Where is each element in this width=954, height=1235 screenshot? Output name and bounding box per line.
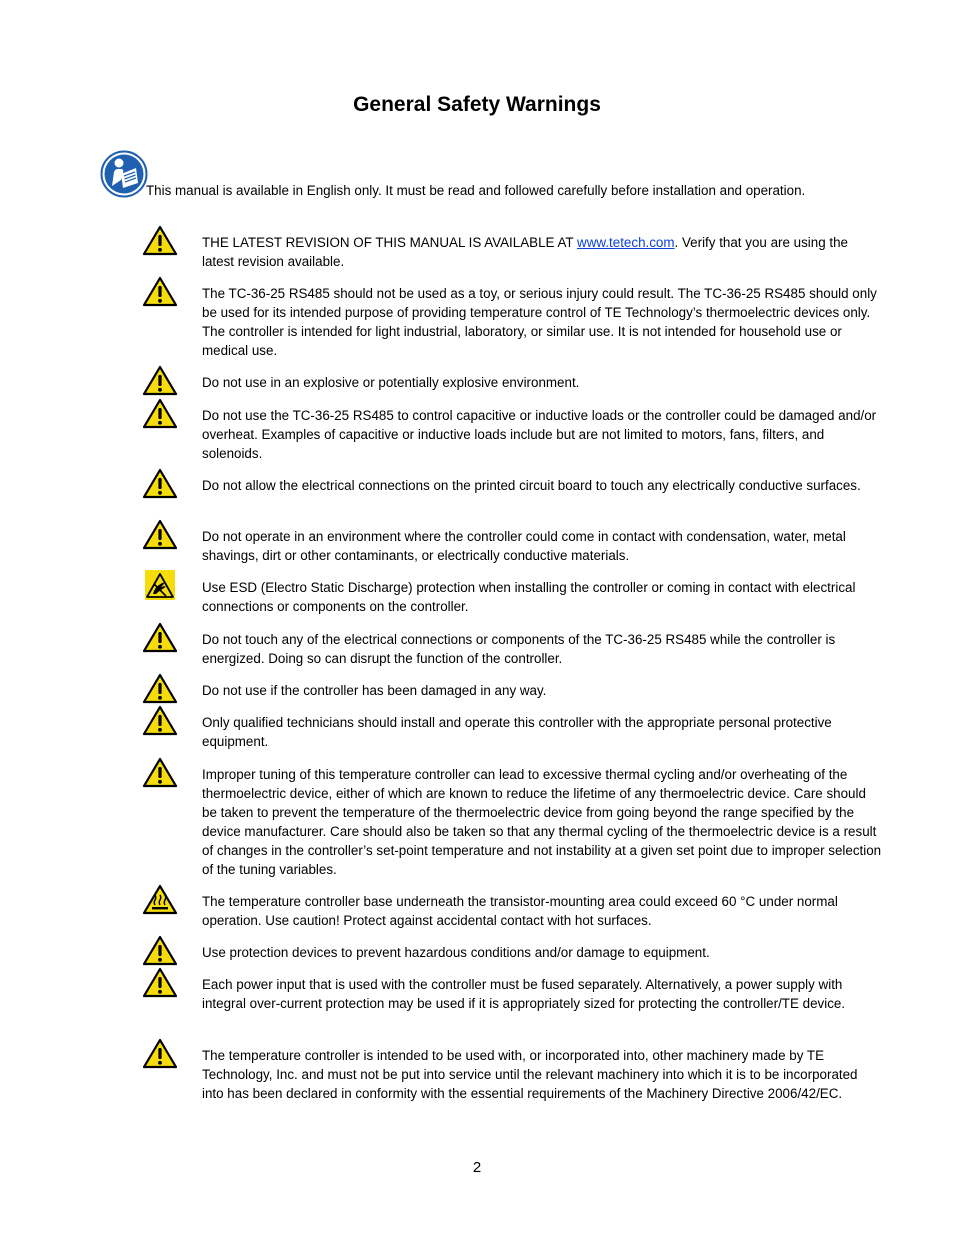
warning-triangle-icon	[142, 276, 178, 308]
warning-triangle-icon	[142, 1038, 178, 1070]
warning-text: The temperature controller is intended to be used with, or incorporated into, other machinery made by TE Technology, Inc. and must not be put into service until the relevant machinery into which it is to be incorporated into has been declared in conformity with the essential requirements of the Machinery Directive 2006/42/EC.	[202, 1048, 858, 1101]
warning-text: Do not operate in an environment where the controller could come in contact with condensation, water, metal shavings, dirt or other contaminants, or electrically conductive materials.	[202, 529, 846, 563]
warning-text: Do not use if the controller has been damaged in any way.	[202, 683, 547, 698]
warning-text: Do not use the TC-36-25 RS485 to control capacitive or inductive loads or the controller could be damaged and/or overheat. Examples of capacitive or inductive loads include but are not limited to motors, fans, filters, and solenoids.	[202, 408, 877, 461]
page-number: 2	[472, 1159, 482, 1176]
warning-text: The TC-36-25 RS485 should not be used as a toy, or serious injury could result. The TC-36-25 RS485 should only be used for its intended purpose of providing temperature control of TE Technology’s thermoelectric devices only. The controller is intended for light industrial, laboratory, or similar use. It is not intended for household use or medical use.	[202, 286, 877, 358]
page-title: General Safety Warnings	[353, 93, 601, 116]
hot-surface-icon	[142, 884, 178, 916]
warning-text: Use protection devices to prevent hazardous conditions and/or damage to equipment.	[202, 945, 710, 960]
warning-text: Each power input that is used with the controller must be fused separately. Alternatively, a power supply with integral over-current protection may be used if it is appropriately sized for protecting the controller/TE device.	[202, 977, 846, 1011]
warning-triangle-icon	[142, 705, 178, 737]
warning-triangle-icon	[142, 519, 178, 551]
warning-text: Do not touch any of the electrical connections or components of the TC-36-25 RS485 while the controller is energized. Doing so can disrupt the function of the controller.	[202, 632, 836, 666]
warning-triangle-icon	[142, 398, 178, 430]
warning-triangle-icon	[142, 967, 178, 999]
warning-triangle-icon	[142, 757, 178, 789]
warning-text: The temperature controller base underneath the transistor-mounting area could exceed 60 °C under normal operation. Use caution! Protect against accidental contact with hot surfaces.	[202, 894, 838, 928]
warning-triangle-icon	[142, 622, 178, 654]
warning-triangle-icon	[142, 935, 178, 967]
tetech-link[interactable]: www.tetech.com	[577, 235, 675, 250]
warning-text: Improper tuning of this temperature controller can lead to excessive thermal cycling and/or overheating of the thermoelectric device, either of which are known to reduce the lifetime of any thermoelectric device. Care should be taken to prevent the temperature of the thermoelectric device from going beyond the range specified by the device manufacturer. Care should also be taken so that any thermal cycling of the thermoelectric device is a result of changes in the controller’s set-point temperature and not instability at a given set point due to improper selection of the tuning variables.	[202, 767, 882, 877]
warning-text: Do not use in an explosive or potentially explosive environment.	[202, 375, 580, 390]
warning-triangle-icon	[142, 365, 178, 397]
esd-warning-icon	[142, 570, 178, 602]
warning-triangle-icon	[142, 225, 178, 257]
warning-text: THE LATEST REVISION OF THIS MANUAL IS AVAILABLE AT www.tetech.com. Verify that you are using the latest revision available.	[202, 235, 848, 269]
warning-triangle-icon	[142, 468, 178, 500]
warning-text: Only qualified technicians should install and operate this controller with the appropriate personal protective equipment.	[202, 715, 832, 749]
intro-text: This manual is available in English only. It must be read and followed carefully before installation and operation.	[146, 183, 806, 198]
warning-triangle-icon	[142, 673, 178, 705]
warning-text: Do not allow the electrical connections on the printed circuit board to touch any electrically conductive surfaces.	[202, 478, 861, 493]
warning-text: Use ESD (Electro Static Discharge) protection when installing the controller or coming in contact with electrical connections or components on the controller.	[202, 580, 856, 614]
read-manual-icon	[100, 150, 148, 198]
